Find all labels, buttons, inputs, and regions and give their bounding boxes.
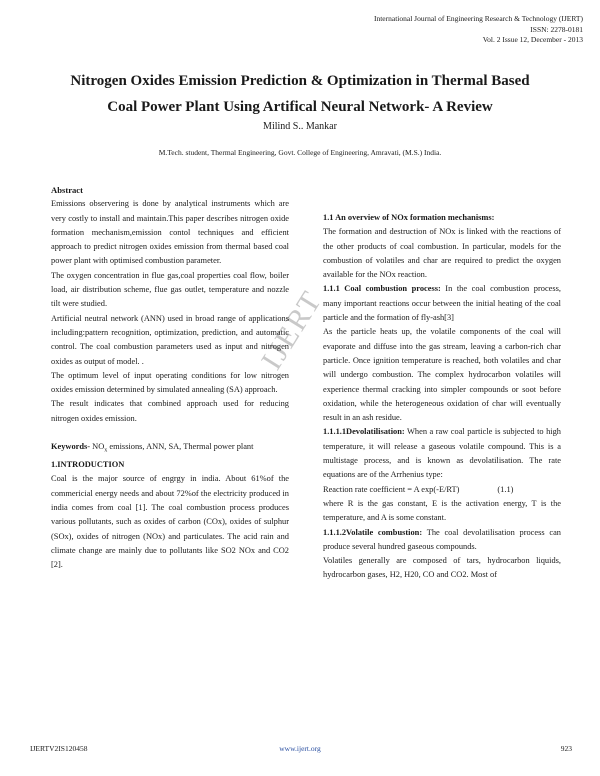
volatile-combustion-heading: 1.1.1.2Volatile combustion:: [323, 527, 423, 537]
section-1-1-1-heading: 1.1.1 Coal combustion process:: [323, 284, 441, 294]
abstract-paragraph: The oxygen concentration in flue gas,coal properties coal flow, boiler load, air distribution scheme, flue gas outlet, temperature and nozzle tilt were studied.: [51, 270, 289, 309]
volatile-combustion-paragraph: [323, 526, 561, 555]
abstract-paragraph: The result indicates that combined approach used for reducing nitrogen oxides emission.: [51, 399, 289, 423]
watermark-text: IJERT: [255, 284, 329, 376]
volatile-combustion-paragraph-2: Volatiles generally are composed of tars, hydrocarbon liquids, hydrocarbon gases, H2, H20, CO and CO2. Most of: [323, 556, 561, 580]
devolatilisation-text: When a raw coal particle is subjected to high temperature, it will release a gaseous volatile compound. This is a multistage process, and is known as devolatilisation. The rate equations are of the Arrhenius type:: [323, 427, 561, 480]
equation-description: where R is the gas constant, E is the activation energy, T is the temperature, and A is some constant.: [323, 498, 561, 523]
devolatilisation-paragraph: [323, 425, 561, 482]
section-1-1-1-paragraph-2: As the particle heats up, the volatile components of the coal will evaporate and diffuse into the gas stream, leaving a carbon-rich char particle. Once ignition temperature is reached, both volatiles and char will undergo combustion. The complex hydrocarbon volatiles will experience thermal cracking into simpler compounds or soot before oxidation, while the heterogeneous oxidation of char will eventually result in an ash residue.: [323, 327, 561, 423]
section-1-1-heading: 1.1 An overview of NOx formation mechanisms:: [323, 213, 495, 222]
journal-url-link[interactable]: www.ijert.org: [279, 744, 321, 753]
abstract-paragraph: Artificial neutral network (ANN) used in broad range of applications including:pattern recognition, optimization, prediction, and automatic control. The coal combustion parameters used as input and nitrogen oxides as output of model. .: [51, 313, 289, 366]
author-affiliation: M.Tech. student, Thermal Engineering, Govt. College of Engineering, Amravati, (M.S.) India.: [158, 148, 442, 157]
page-number: 923: [560, 744, 572, 753]
section-1-1-1-paragraph: [323, 282, 561, 325]
title-line-2: Coal Power Plant Using Artifical Neural Network- A Review: [107, 99, 493, 115]
right-column: [323, 211, 561, 583]
paper-id: IJERTV2IS120458: [30, 744, 88, 753]
keywords-subscript: x: [104, 447, 108, 454]
keywords-prefix: - NO: [87, 442, 105, 452]
issn: ISSN: 2278-0181: [530, 24, 583, 34]
volume-issue: Vol. 2 Issue 12, December - 2013: [482, 35, 583, 45]
abstract-heading: Abstract: [51, 185, 83, 195]
abstract-paragraph: The optimum level of input operating conditions for low nitrogen oxides emission determined by simulated annealing (SA) approach.: [51, 370, 289, 395]
journal-name: International Journal of Engineering Research & Technology (IJERT): [373, 14, 583, 23]
paper-title: [30, 68, 570, 120]
section-1-1-1-text: In the coal combustion process, many important reactions occur between the initial heating of the coal particle and the formation of fly-ash[3]: [323, 284, 561, 323]
devolatilisation-heading: 1.1.1.1Devolatilisation:: [323, 427, 405, 437]
introduction-paragraph: Coal is the major source of engrgy in india. About 61%of the commericial energy needs and about 72%of the electricity produced in india comes from coal [1]. The coal combustion process produces various pollutants, such as oxides of carbon (COx), oxides of sulphur (SOx), oxides of nitrogen (NOx) and particulates. The acid rain and climate change are mainly due to pollutants like SO2 NOx and CO2 [2].: [51, 474, 289, 570]
left-column: [51, 183, 289, 572]
keywords-text: emissions, ANN, SA, Thermal power plant: [107, 442, 254, 452]
journal-header: [374, 14, 583, 46]
introduction-heading: 1.INTRODUCTION: [51, 460, 125, 470]
section-1-1-paragraph: The formation and destruction of NOx is linked with the reactions of the other products of coal combustion. In particular, models for the combustion of volatiles and char are required to predict the oxygen available for the NOx reaction.: [323, 227, 561, 280]
keywords-label: Keywords: [51, 442, 88, 452]
volatile-combustion-text: The coal devolatilisation process can produce several hundred gaseous compounds.: [323, 527, 561, 551]
author-name: Milind S.. Mankar: [263, 121, 337, 132]
keywords: [51, 440, 289, 458]
equation-number: (1.1): [497, 484, 514, 494]
title-line-1: Nitrogen Oxides Emission Prediction & Optimization in Thermal Based: [70, 73, 530, 89]
equation-text: Reaction rate coefficient = A exp(-E/RT): [323, 484, 460, 494]
abstract-paragraph: Emissions observering is done by analytical instruments which are very costly to install and maintain.This paper describes nitrogen oxide formation mechanism,emission contol techniques and efficient approach to predict nitrogen oxides emission from thermal based coal power plant with optimised combustion parameter.: [51, 199, 289, 266]
equation-1-1: [323, 483, 561, 497]
